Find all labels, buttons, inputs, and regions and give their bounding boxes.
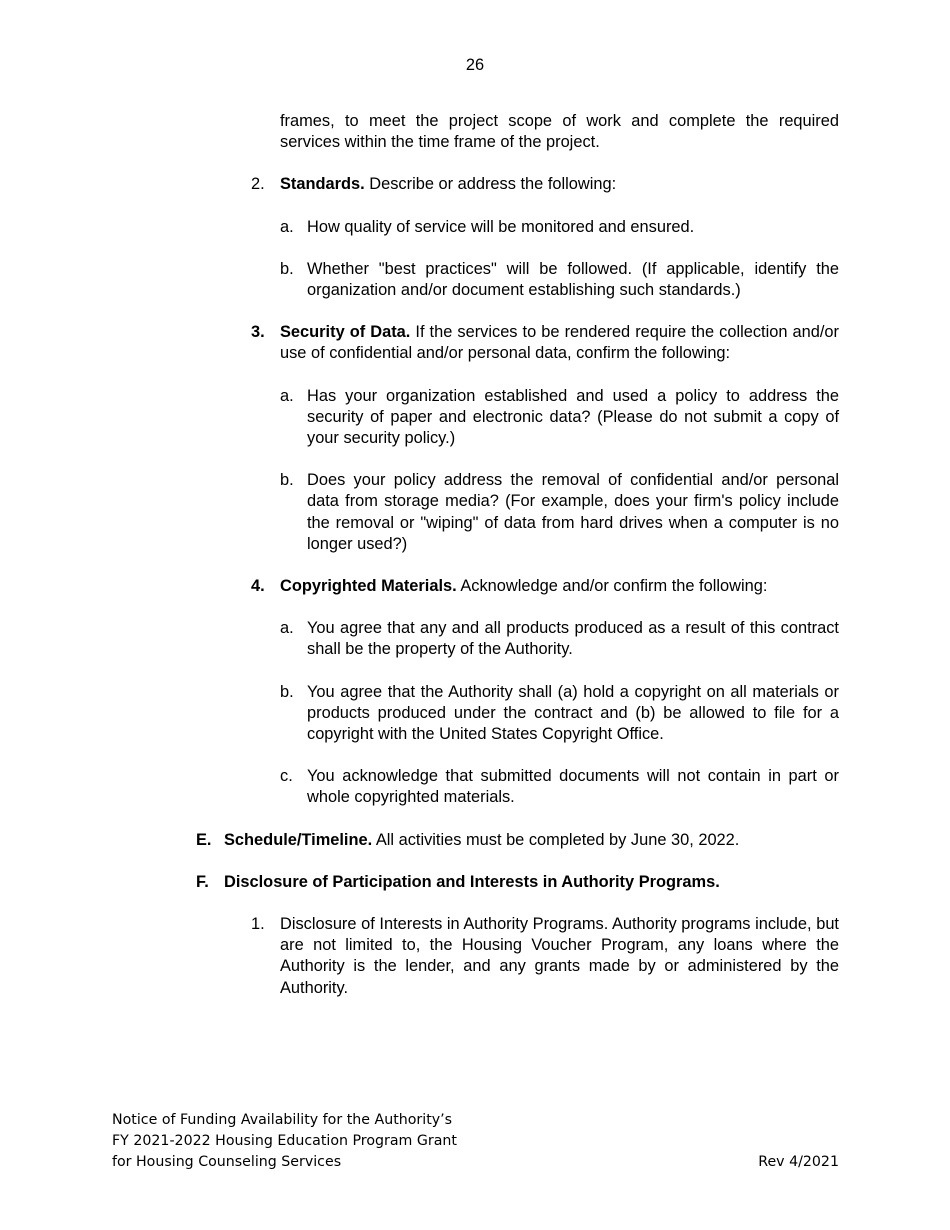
subitem-copyright-a (0, 618, 950, 660)
list-marker: c. (280, 767, 293, 786)
subitem-text: Has your organization established and used a policy to address the security of paper and electronic data? (Please do not submit a copy of your security policy.) (307, 386, 839, 448)
page-footer (112, 1110, 839, 1173)
subitem-text: Does your policy address the removal of confidential and/or personal data from storage media? (For example, does your firm's policy include the removal or "wiping" of data from hard drives when a computer is no longer used?) (307, 471, 839, 553)
list-marker: a. (280, 217, 294, 236)
subitem-text: Whether "best practices" will be followed. (If applicable, identify the organization and/or document establishing such standards.) (307, 259, 839, 300)
item-heading: Standards. (280, 175, 365, 194)
subitem-standards-a (0, 217, 950, 238)
continuation-paragraph: frames, to meet the project scope of work and complete the required services within the time frame of the project. (280, 112, 839, 152)
section-marker: E. (196, 830, 212, 849)
item-text: Describe or address the following: (364, 175, 617, 194)
list-marker: a. (280, 386, 294, 405)
item-text: If the services to be rendered require the collection and/or use of confidential and/or personal data, confirm the following: (280, 323, 839, 363)
list-marker: a. (280, 619, 294, 638)
section-disclosure (0, 872, 950, 893)
subitem-text: You agree that the Authority shall (a) hold a copyright on all materials or products produced under the contract and (b) be allowed to file for a copyright with the United States Copyright Office. (307, 682, 839, 744)
footer-revision: Rev 4/2021 (758, 1154, 839, 1170)
item-heading: Copyrighted Materials. (280, 577, 457, 596)
section-heading: Schedule/Timeline. (224, 830, 373, 849)
list-marker: b. (280, 471, 294, 490)
subitem-copyright-c (0, 766, 950, 808)
item-copyrighted-materials (0, 576, 950, 597)
subitem-text: You acknowledge that submitted documents will not contain in part or whole copyrighted materials. (307, 767, 839, 807)
item-security-of-data (0, 322, 950, 364)
section-heading: Disclosure of Participation and Interests in Authority Programs. (224, 872, 720, 891)
page-number: 26 (465, 56, 485, 74)
footer-line-2: FY 2021-2022 Housing Education Program Grant (112, 1133, 457, 1149)
list-marker: 3. (251, 323, 265, 342)
subitem-text: How quality of service will be monitored and ensured. (307, 217, 695, 236)
subitem-copyright-b (0, 682, 950, 746)
subitem-text: You agree that any and all products produced as a result of this contract shall be the property of the Authority. (307, 619, 839, 659)
list-marker: b. (280, 682, 294, 701)
list-marker: 2. (251, 175, 265, 194)
section-text: All activities must be completed by June 30, 2022. (372, 830, 740, 849)
list-marker: 1. (251, 915, 265, 934)
item-heading: Security of Data. (280, 323, 411, 342)
item-text: Disclosure of Interests in Authority Programs. Authority programs include, but are not limited to, the Housing Voucher Program, any loans where the Authority is the lender, and any grants made by or administered by the Authority. (280, 915, 839, 997)
list-marker: 4. (251, 577, 265, 596)
subitem-security-a (0, 386, 950, 450)
subitem-security-b (0, 470, 950, 555)
item-standards (0, 174, 950, 195)
footer-line-3: for Housing Counseling Services (112, 1154, 342, 1170)
subitem-standards-b (0, 259, 950, 301)
document-body (0, 111, 950, 999)
section-schedule-timeline (0, 830, 950, 851)
list-marker: b. (280, 259, 294, 278)
footer-line-1: Notice of Funding Availability for the Authority’s (112, 1112, 453, 1128)
item-disclosure-of-interests (0, 914, 950, 999)
section-marker: F. (196, 872, 209, 891)
item-text: Acknowledge and/or confirm the following: (456, 577, 768, 596)
